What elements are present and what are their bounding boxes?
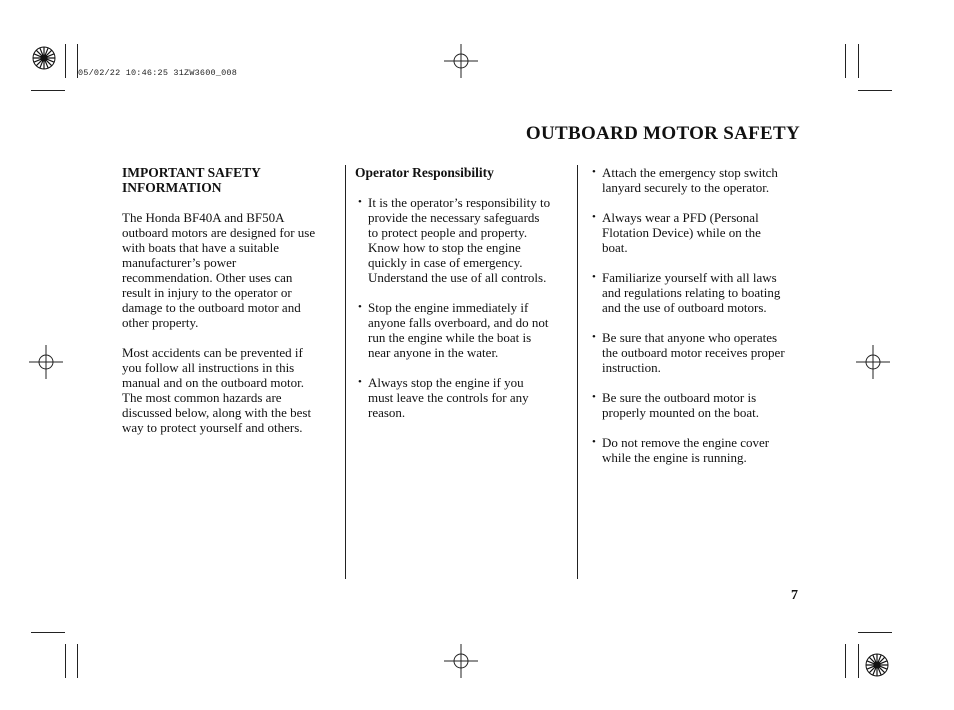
crop-mark [858,90,892,91]
paragraph: Most accidents can be prevented if you follow all instructions in this manual and on the outboard motor. The most common hazards are discussed below, along with the best way to protect yourself and others. [122,345,312,435]
crosshair-registration-icon [856,345,890,379]
starburst-registration-icon [32,46,56,70]
list-item: • Always wear a PFD (Personal Flotation Device) while on the boat. [592,210,761,255]
bullet-icon: • [592,331,596,343]
list-item: • Be sure that anyone who operates the outboard motor receives proper instruction. [592,330,785,375]
crosshair-registration-icon [444,644,478,678]
page-number: 7 [791,588,798,603]
bullet-icon: • [592,391,596,403]
bullet-icon: • [358,376,362,388]
crop-mark [65,644,66,678]
column-divider [577,165,578,579]
crop-mark [858,644,859,678]
crop-mark [31,90,65,91]
crop-mark [65,44,66,78]
crop-mark [845,44,846,78]
crosshair-registration-icon [29,345,63,379]
crop-mark [845,644,846,678]
bullet-icon: • [592,166,596,178]
bullet-icon: • [592,211,596,223]
print-stamp: 05/02/22 10:46:25 31ZW3600_008 [78,68,238,78]
bullet-list [355,195,569,420]
bullet-icon: • [358,301,362,313]
section-heading: IMPORTANT SAFETY INFORMATION [122,165,261,195]
list-item: • Be sure the outboard motor is properly mounted on the boat. [592,390,760,420]
bullet-icon: • [592,436,596,448]
column-safety-tips [589,165,803,480]
paragraph: The Honda BF40A and BF50A outboard motors are designed for use with boats that have a suitable manufacturer’s power recommendation. Other uses can result in injury to the operator or damage to the outboard motor and other property. [122,210,316,330]
bullet-icon: • [358,196,362,208]
starburst-registration-icon [865,653,889,677]
bullet-icon: • [592,271,596,283]
crop-mark [77,644,78,678]
section-heading: Operator Responsibility [355,165,494,180]
bullet-list [589,165,803,465]
column-divider [345,165,346,579]
list-item: • It is the operator’s responsibility to provide the necessary safeguards to protect people and property. Know how to stop the engine quickly in case of emergency. Understand the use of all controls. [358,195,551,285]
column-operator-responsibility [355,165,569,435]
crop-mark [858,44,859,78]
crosshair-registration-icon [444,44,478,78]
crop-mark [858,632,892,633]
column-important-safety [122,165,334,450]
page-title: OUTBOARD MOTOR SAFETY [525,123,800,144]
crop-mark [31,632,65,633]
list-item: • Always stop the engine if you must leave the controls for any reason. [358,375,529,420]
list-item: • Stop the engine immediately if anyone falls overboard, and do not run the engine while the boat is near anyone in the water. [358,300,549,360]
list-item: • Attach the emergency stop switch lanyard securely to the operator. [592,165,778,195]
list-item: • Do not remove the engine cover while the engine is running. [592,435,770,465]
list-item: • Familiarize yourself with all laws and regulations relating to boating and the use of outboard motors. [592,270,781,315]
